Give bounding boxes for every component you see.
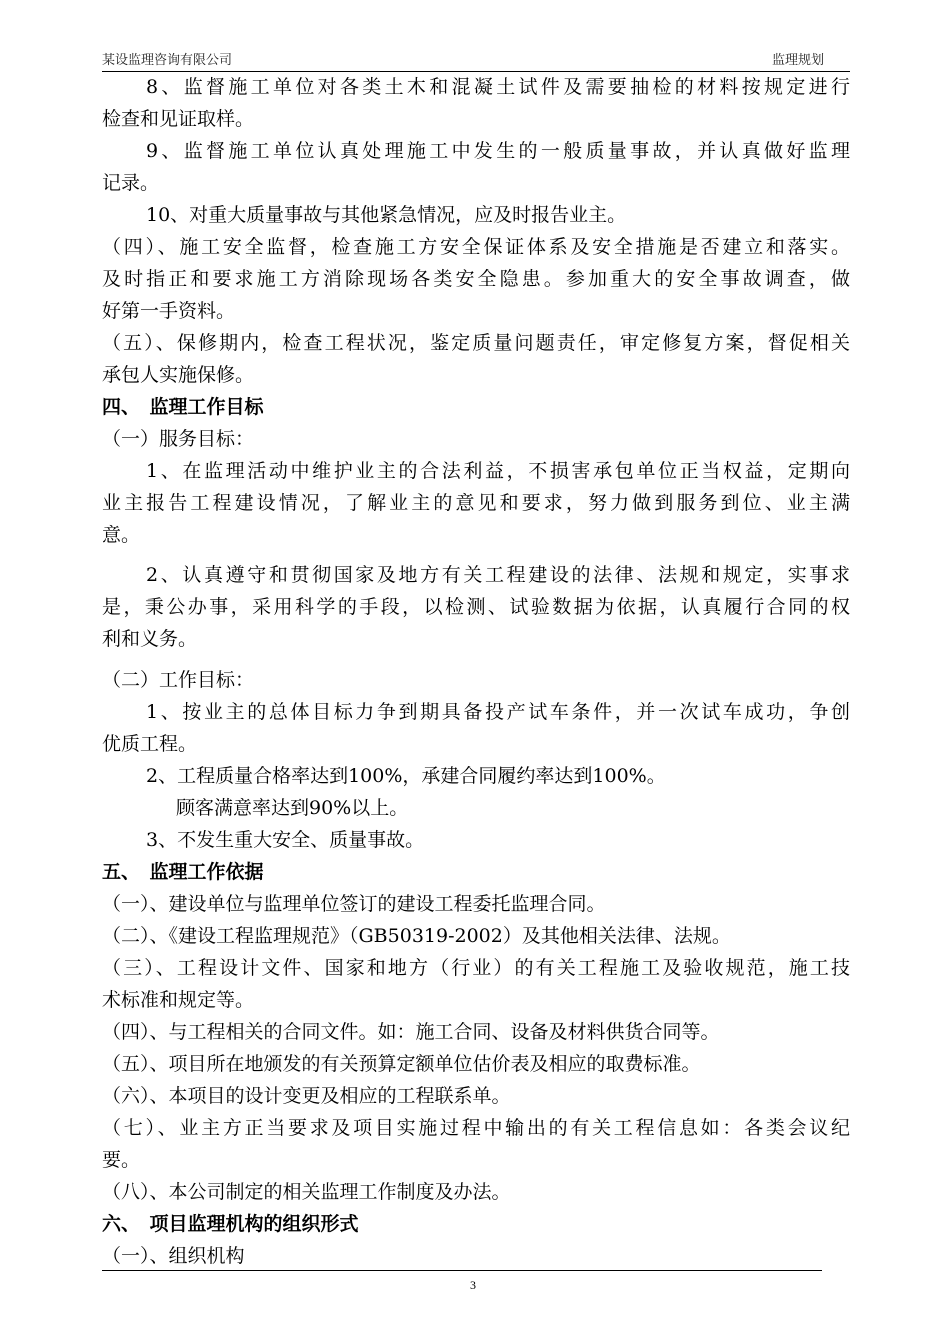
- paragraph-line: （五）、保修期内，检查工程状况，鉴定质量问题责任，审定修复方案，督促相关: [102, 332, 850, 354]
- paragraph-line: 优质工程。: [102, 733, 198, 755]
- header-company: 某设监理咨询有限公司: [102, 53, 233, 68]
- paragraph-line: 是，秉公办事，采用科学的手段，以检测、试验数据为依据，认真履行合同的权: [102, 596, 850, 618]
- list-item-continuation: 术标准和规定等。: [102, 989, 255, 1011]
- list-item: （二）、《建设工程监理规范》（GB50319-2002）及其他相关法律、法规。: [102, 925, 731, 947]
- paragraph-line: 1、按业主的总体目标力争到期具备投产试车条件，并一次试车成功，争创: [146, 701, 850, 723]
- footer-divider: [102, 1270, 822, 1271]
- section-heading-5: 五、 监理工作依据: [102, 861, 264, 883]
- paragraph-line: 3、不发生重大安全、质量事故。: [146, 829, 425, 851]
- paragraph-line: 承包人实施保修。: [102, 364, 255, 386]
- list-item: （四）、与工程相关的合同文件。如：施工合同、设备及材料供货合同等。: [102, 1021, 720, 1043]
- paragraph-line: 利和义务。: [102, 628, 198, 650]
- section-heading-6: 六、 项目监理机构的组织形式: [102, 1213, 359, 1235]
- paragraph-line: 检查和见证取样。: [102, 108, 255, 130]
- subsection-heading: （一）服务目标：: [102, 428, 255, 450]
- subsection-heading: （二）工作目标：: [102, 669, 255, 691]
- page-header: [102, 49, 850, 72]
- section-heading-4: 四、 监理工作目标: [102, 396, 264, 418]
- paragraph-line: 10、对重大质量事故与其他紧急情况，应及时报告业主。: [146, 204, 627, 226]
- list-item-continuation: 要。: [102, 1149, 141, 1171]
- paragraph-line: （四）、施工安全监督，检查施工方安全保证体系及安全措施是否建立和落实。: [102, 236, 850, 258]
- list-item: （六）、本项目的设计变更及相应的工程联系单。: [102, 1085, 511, 1107]
- paragraph-line: 意。: [102, 524, 141, 546]
- list-item: （五）、项目所在地颁发的有关预算定额单位估价表及相应的取费标准。: [102, 1053, 701, 1075]
- list-item: （七）、业主方正当要求及项目实施过程中输出的有关工程信息如：各类会议纪: [102, 1117, 850, 1139]
- page-number: 3: [470, 1278, 476, 1292]
- subsection-heading: （一）、组织机构: [102, 1245, 245, 1267]
- list-item: （三）、工程设计文件、国家和地方（行业）的有关工程施工及验收规范，施工技: [102, 957, 850, 979]
- paragraph-line: 记录。: [102, 172, 160, 194]
- paragraph-line: 9、监督施工单位认真处理施工中发生的一般质量事故，并认真做好监理: [146, 140, 850, 162]
- header-doc-title: 监理规划: [771, 53, 824, 68]
- paragraph-line: 2、工程质量合格率达到100%，承建合同履约率达到100%。: [146, 765, 666, 787]
- paragraph-line: 业主报告工程建设情况，了解业主的意见和要求，努力做到服务到位、业主满: [102, 492, 850, 514]
- paragraph-line: 好第一手资料。: [102, 300, 236, 322]
- paragraph-line: 顾客满意率达到90%以上。: [176, 797, 409, 819]
- paragraph-line: 8、监督施工单位对各类土木和混凝土试件及需要抽检的材料按规定进行: [146, 76, 850, 98]
- list-item: （一）、建设单位与监理单位签订的建设工程委托监理合同。: [102, 893, 606, 915]
- paragraph-line: 2、认真遵守和贯彻国家及地方有关工程建设的法律、法规和规定，实事求: [146, 564, 850, 586]
- list-item: （八）、本公司制定的相关监理工作制度及办法。: [102, 1181, 511, 1203]
- paragraph-line: 1、在监理活动中维护业主的合法利益，不损害承包单位正当权益，定期向: [146, 460, 850, 482]
- paragraph-line: 及时指正和要求施工方消除现场各类安全隐患。参加重大的安全事故调查，做: [102, 268, 850, 290]
